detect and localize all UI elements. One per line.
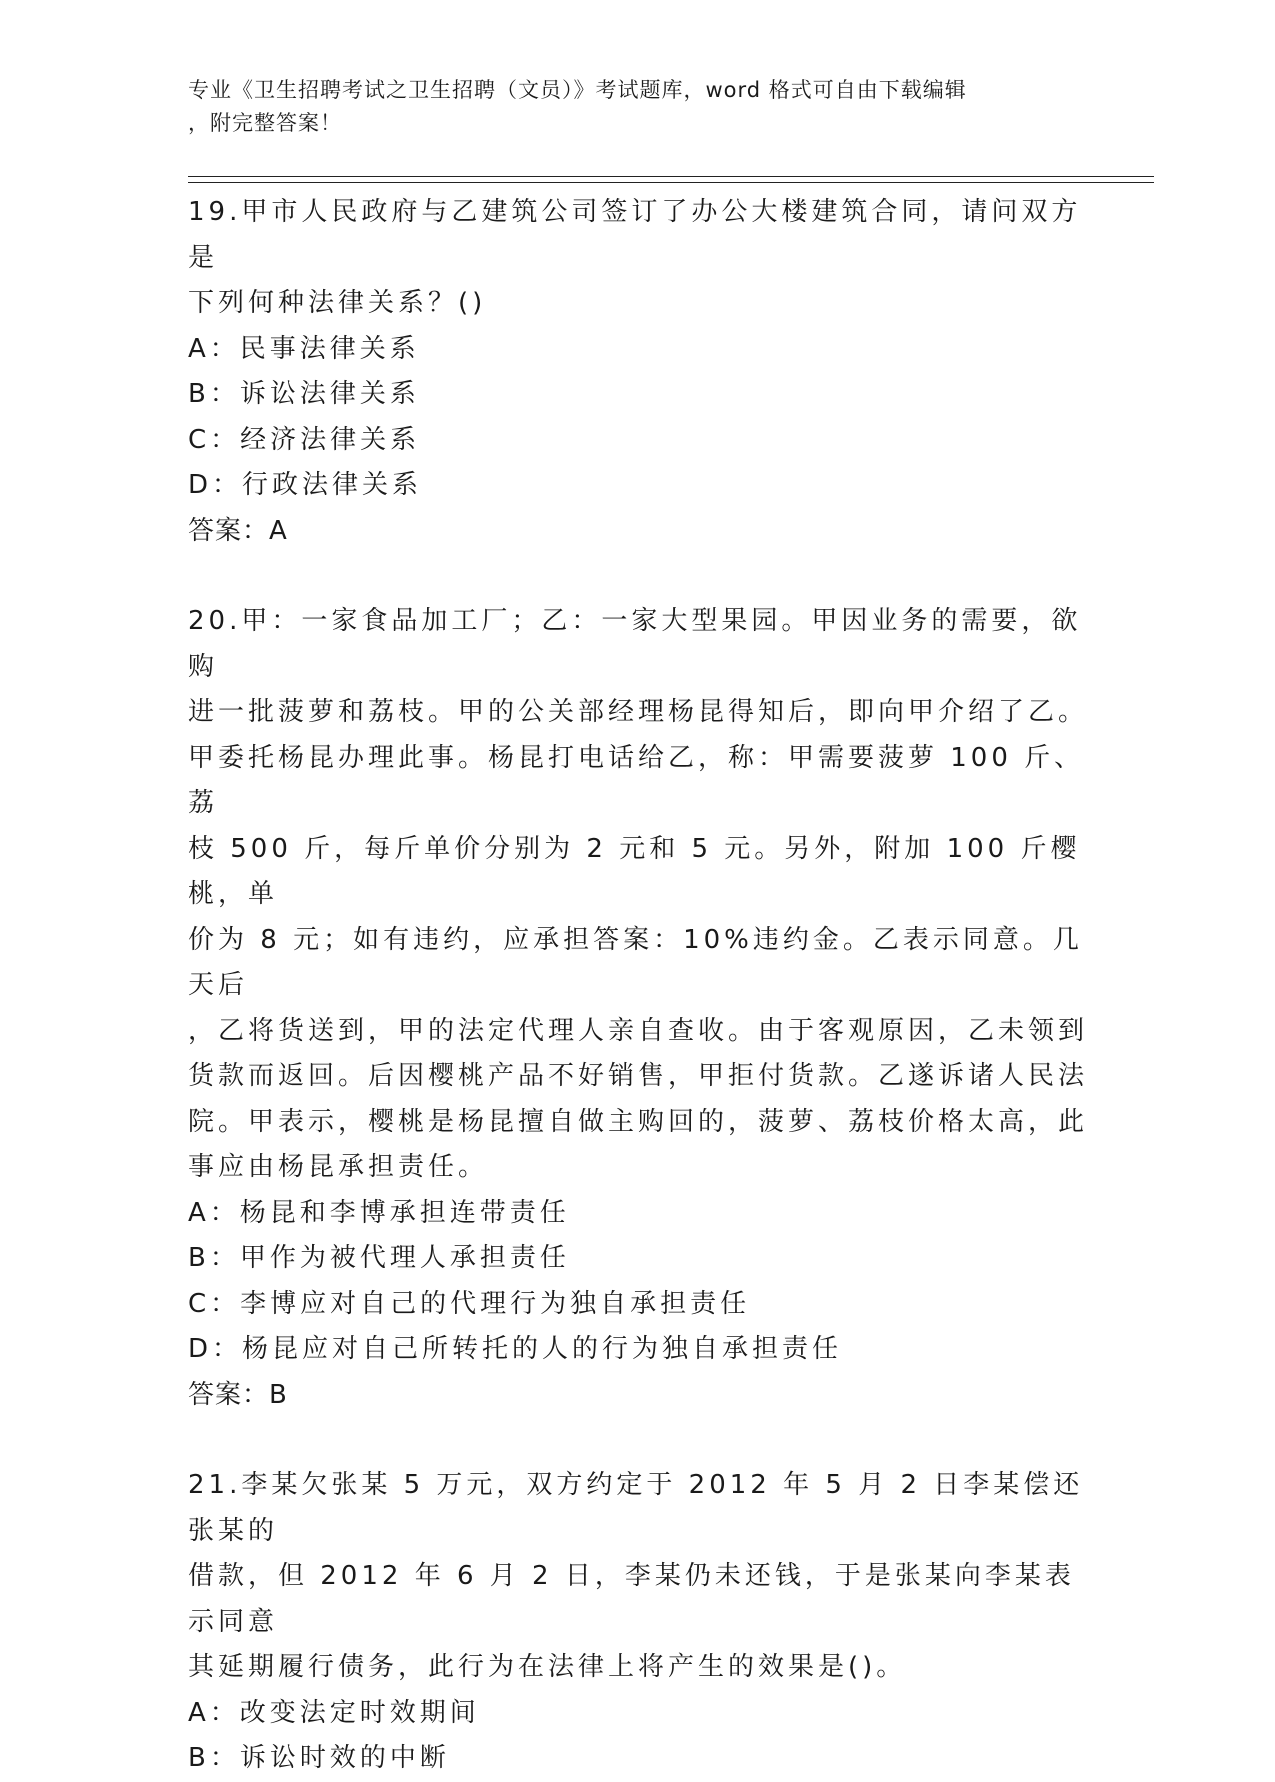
- header-line-1: 专业《卫生招聘考试之卫生招聘（文员）》考试题库，word 格式可自由下载编辑: [188, 78, 967, 102]
- question-spacer: [188, 554, 1088, 599]
- option-b: B：诉讼时效的中断: [188, 1743, 450, 1773]
- header-rule-bottom: [188, 182, 1154, 183]
- answer: 答案：B: [188, 1379, 288, 1410]
- question-text-line: 下列何种法律关系？(): [188, 288, 487, 318]
- question-text-line: 院。甲表示，樱桃是杨昆擅自做主购回的，菠萝、荔枝价格太高，此: [188, 1106, 1089, 1137]
- question-list: [188, 190, 1088, 1782]
- option-a: A：杨昆和李博承担连带责任: [188, 1197, 570, 1228]
- document-header: [188, 74, 1068, 140]
- question-text-line: 20.甲：一家食品加工厂；乙：一家大型果园。甲因业务的需要，欲购: [188, 606, 1082, 682]
- question-text-line: 其延期履行债务，此行为在法律上将产生的效果是()。: [188, 1652, 907, 1682]
- question-text-line: 借款，但 2012 年 6 月 2 日，李某仍未还钱，于是张某向李某表示同意: [188, 1561, 1075, 1637]
- question-text-line: 价为 8 元；如有违约，应承担答案：10%违约金。乙表示同意。几天后: [188, 924, 1083, 1000]
- question-spacer: [188, 1418, 1088, 1463]
- question-text-line: 枝 500 斤，每斤单价分别为 2 元和 5 元。另外，附加 100 斤樱桃，单: [188, 833, 1081, 909]
- header-rule-top: [188, 176, 1154, 177]
- option-d: D：杨昆应对自己所转托的人的行为独自承担责任: [188, 1334, 843, 1364]
- option-a: A：改变法定时效期间: [188, 1697, 480, 1728]
- question-21: [188, 1463, 1088, 1782]
- option-c: C：经济法律关系: [188, 424, 421, 455]
- question-text-line: 事应由杨昆承担责任。: [188, 1152, 489, 1182]
- option-a: A：民事法律关系: [188, 333, 420, 364]
- option-b: B：甲作为被代理人承担责任: [188, 1243, 570, 1273]
- option-b: B：诉讼法律关系: [188, 379, 420, 409]
- option-c: C：李博应对自己的代理行为独自承担责任: [188, 1288, 751, 1319]
- question-text-line: ，乙将货送到，甲的法定代理人亲自查收。由于客观原因，乙未领到: [188, 1015, 1089, 1046]
- question-text-line: 进一批菠萝和荔枝。甲的公关部经理杨昆得知后，即向甲介绍了乙。: [188, 697, 1089, 727]
- question-text-line: 甲委托杨昆办理此事。杨昆打电话给乙，称：甲需要菠萝 100 斤、荔: [188, 742, 1085, 818]
- question-19: [188, 190, 1088, 554]
- question-text-line: 19.甲市人民政府与乙建筑公司签订了办公大楼建筑合同，请问双方是: [188, 197, 1082, 273]
- option-d: D：行政法律关系: [188, 470, 423, 500]
- question-20: [188, 599, 1088, 1418]
- header-line-2: ，附完整答案！: [188, 111, 342, 135]
- answer: 答案：A: [188, 515, 288, 546]
- question-text-line: 货款而返回。后因樱桃产品不好销售，甲拒付货款。乙遂诉诸人民法: [188, 1061, 1089, 1091]
- question-text-line: 21.李某欠张某 5 万元，双方约定于 2012 年 5 月 2 日李某偿还张某的: [188, 1470, 1084, 1546]
